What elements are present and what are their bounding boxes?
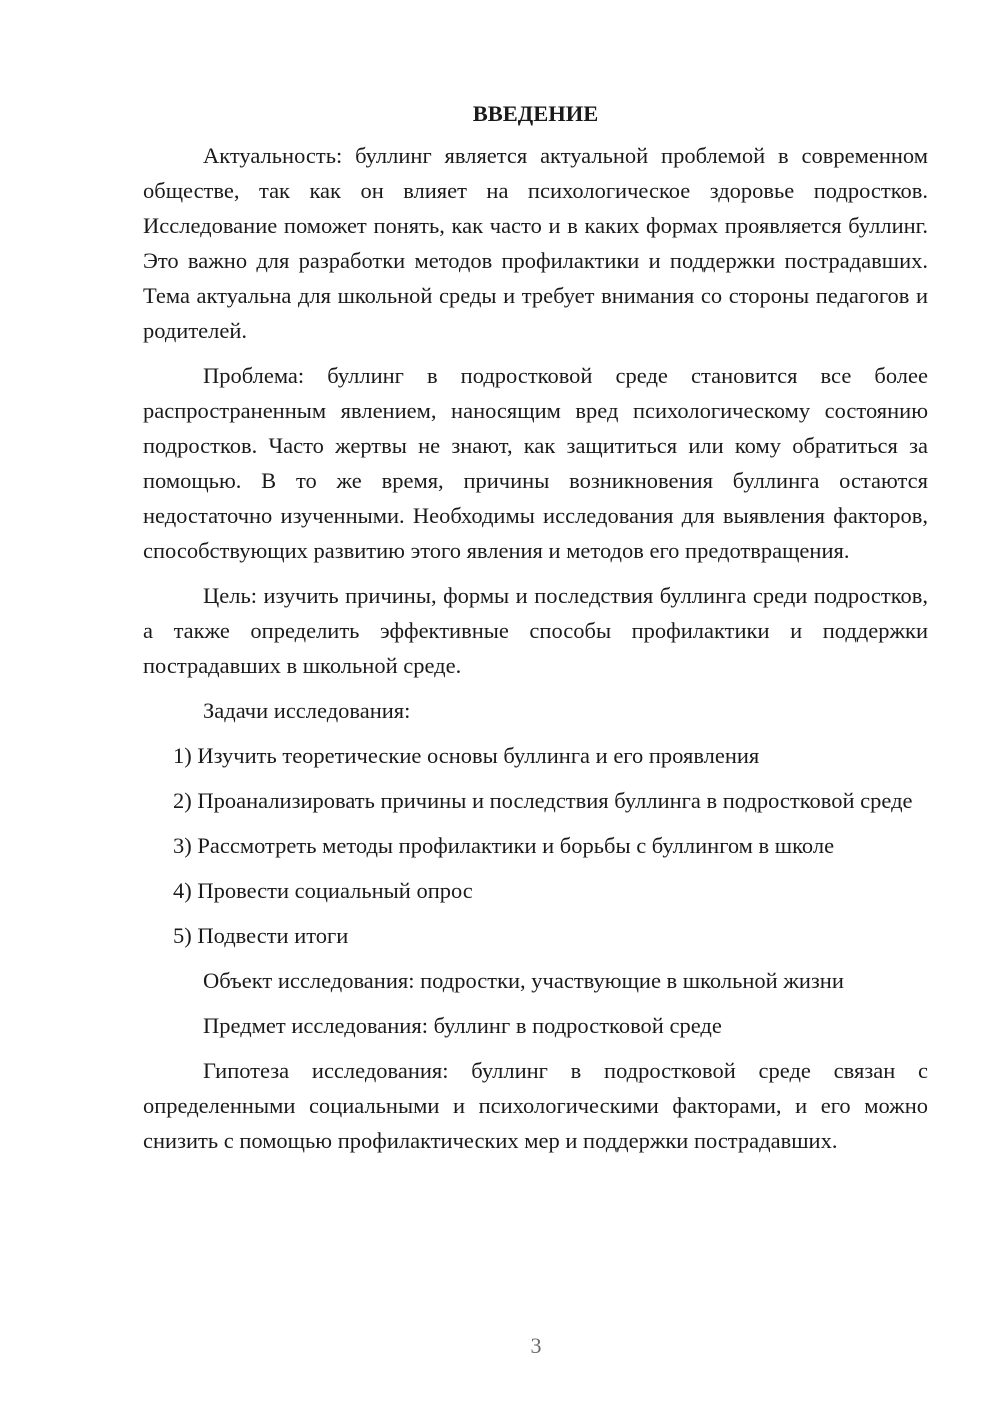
section-title: ВВЕДЕНИЕ [472, 101, 599, 126]
tasks-heading: Задачи исследования: [203, 698, 411, 723]
problem-paragraph: Проблема: буллинг в подростковой среде становится все более распространенным явлением, наносящим вред психологическому состоянию подростков. Часто жертвы не знают, как защититься или кому обратиться за помощью. В то же время, причины возникновения буллинга остаются недостаточно изученными. Необходимы исследования для выявления факторов, способствующих развитию этого явления и методов его предотвращения. [143, 363, 928, 563]
research-object: Объект исследования: подростки, участвующие в школьной жизни [203, 968, 844, 993]
task-item-5: 5) Подвести итоги [173, 923, 349, 948]
document-page [143, 96, 928, 1168]
hypothesis-paragraph: Гипотеза исследования: буллинг в подростковой среде связан с определенными социальными и психологическими факторами, и его можно снизить с помощью профилактических мер и поддержки пострадавших. [143, 1058, 928, 1153]
research-subject: Предмет исследования: буллинг в подростковой среде [203, 1013, 722, 1038]
task-item-4: 4) Провести социальный опрос [173, 878, 473, 903]
goal-paragraph: Цель: изучить причины, формы и последствия буллинга среди подростков, а также определить эффективные способы профилактики и поддержки пострадавших в школьной среде. [143, 583, 928, 678]
task-item-1: 1) Изучить теоретические основы буллинга и его проявления [173, 743, 760, 768]
task-item-3: 3) Рассмотреть методы профилактики и борьбы с буллингом в школе [173, 833, 835, 858]
task-item-2: 2) Проанализировать причины и последствия буллинга в подростковой среде [173, 788, 913, 813]
relevance-paragraph: Актуальность: буллинг является актуальной проблемой в современном обществе, так как он влияет на психологическое здоровье подростков. Исследование поможет понять, как часто и в каких формах проявляется буллинг. Это важно для разработки методов профилактики и поддержки пострадавших. Тема актуальна для школьной среды и требует внимания со стороны педагогов и родителей. [143, 143, 928, 343]
page-number: 3 [530, 1333, 542, 1358]
